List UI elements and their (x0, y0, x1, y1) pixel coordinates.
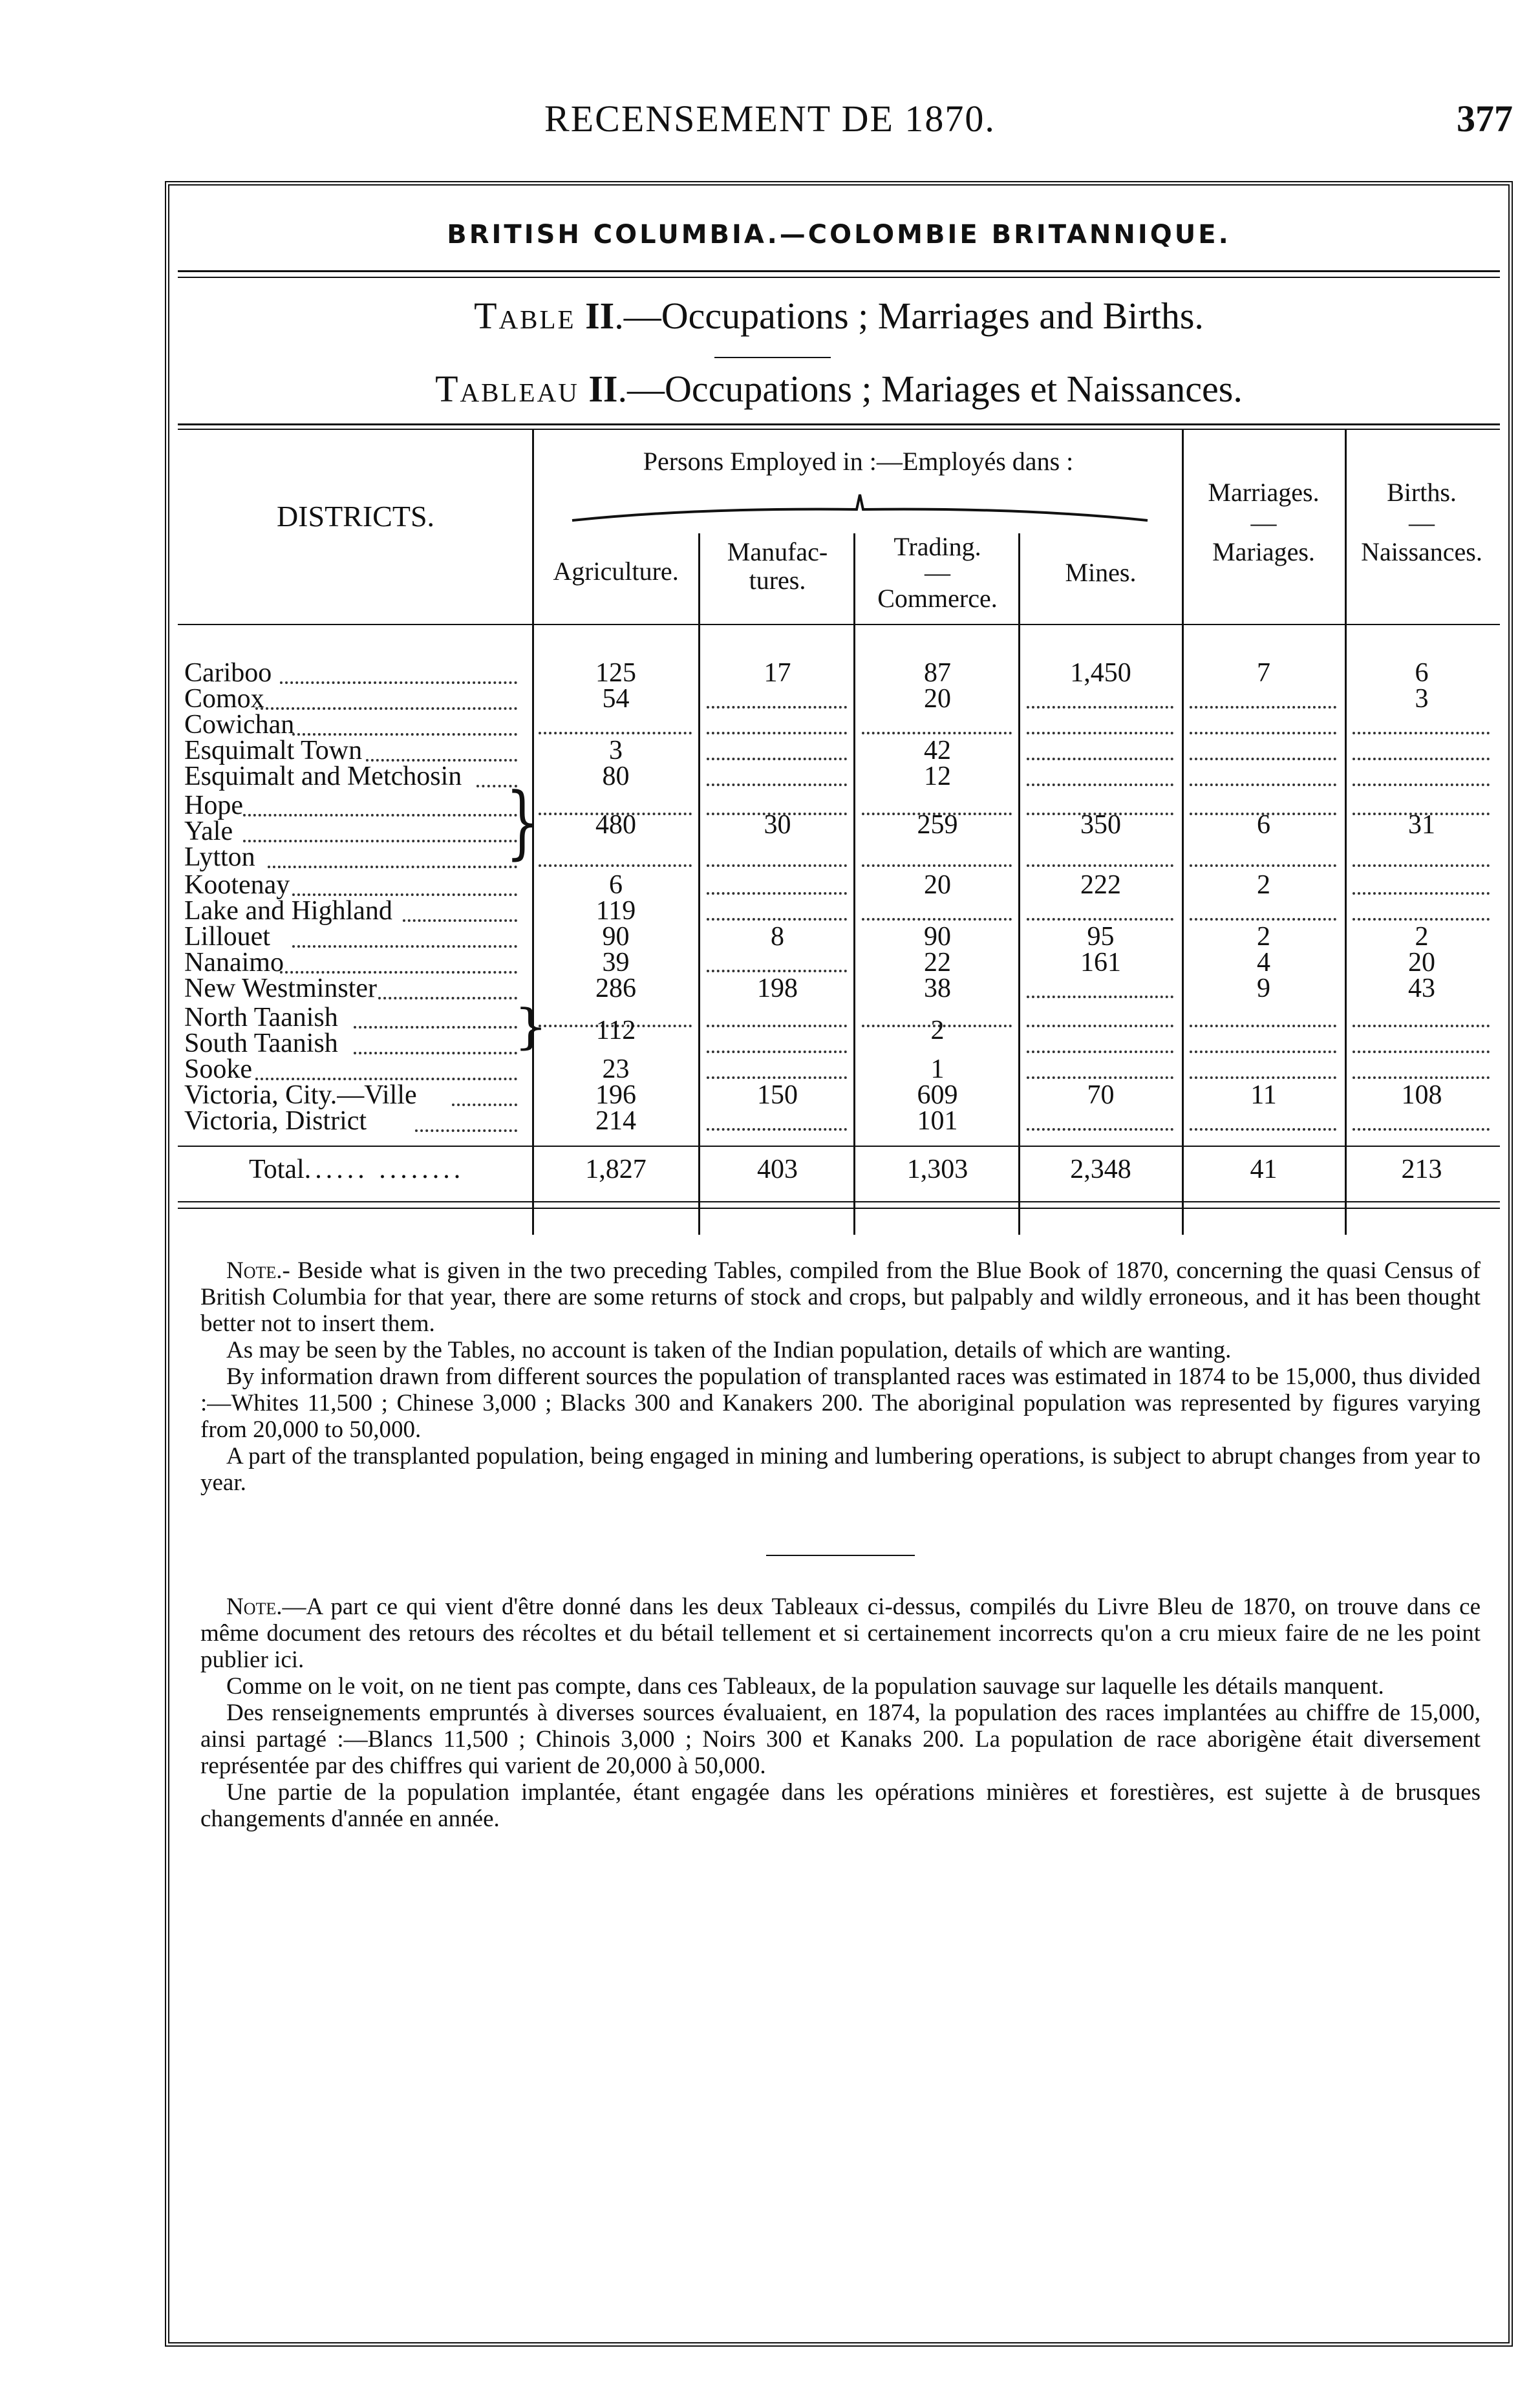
header-manufactures: Manufac-tures. (727, 537, 828, 595)
empty-cell-dots (1353, 1025, 1490, 1027)
total-mines: 2,348 (1070, 1155, 1131, 1184)
group-brace: } (514, 999, 548, 1055)
cell-agriculture: 480 (595, 810, 636, 840)
district-name: Nanaimo (184, 948, 284, 977)
note-en-p4: A part of the transplanted population, being engaged in mining and lumbering operations, is subject to abrupt changes from year to year. (200, 1443, 1481, 1496)
column-rule (1345, 430, 1347, 1235)
note-en-p1-text: - Beside what is given in the two preceding Tables, compiled from the Blue Book of 1870, concerning the quasi Census of British Columbia for that year, there are some returns of stock and crops, but palpably and wildly erroneous, and it has been thought better not to insert them. (200, 1257, 1481, 1337)
cell-trading: 20 (924, 684, 951, 714)
cell-trading: 101 (917, 1106, 958, 1136)
empty-cell-dots (1027, 784, 1173, 786)
empty-cell-dots (1027, 918, 1173, 921)
empty-cell-dots (1353, 892, 1490, 895)
cell-trading: 12 (924, 762, 951, 791)
header-commerce: Commerce. (877, 584, 998, 613)
empty-cell-dots (1353, 784, 1490, 786)
running-head (0, 97, 1540, 155)
empty-cell-dots (1027, 732, 1173, 734)
cell-manufactures: 198 (757, 974, 798, 1003)
running-title: RECENSEMENT DE 1870. (544, 98, 996, 140)
empty-cell-dots (1027, 1128, 1173, 1131)
dot-leader (415, 1129, 517, 1132)
cell-mines: 70 (1087, 1080, 1115, 1110)
district-name: Lake and Highland (184, 896, 392, 926)
note-fr (200, 1594, 1481, 1832)
district-name: North Taanish (184, 1003, 338, 1032)
empty-cell-dots (1027, 864, 1173, 867)
empty-cell-dots (1353, 1051, 1490, 1053)
empty-cell-dots (1353, 758, 1490, 760)
header-bottom-rule (178, 624, 1500, 625)
empty-cell-dots (707, 864, 847, 867)
note-en-p1 (200, 1257, 1481, 1337)
total-agriculture: 1,827 (585, 1155, 647, 1184)
table-title-fr-prefix: Tableau (435, 368, 579, 410)
note-separator (766, 1555, 915, 1556)
empty-cell-dots (1190, 1051, 1336, 1053)
header-births: Births. (1387, 478, 1457, 507)
empty-cell-dots (1027, 1076, 1173, 1079)
empty-cell-dots (1190, 784, 1336, 786)
district-name: Lytton (184, 842, 255, 872)
table-title-fr-number: II (588, 368, 618, 410)
divider (178, 270, 1500, 272)
header-agriculture: Agriculture. (553, 557, 679, 586)
empty-cell-dots (707, 1128, 847, 1131)
empty-cell-dots (1190, 732, 1336, 734)
empty-cell-dots (707, 892, 847, 895)
empty-cell-dots (1353, 918, 1490, 921)
note-fr-p2: Comme on le voit, on ne tient pas compte, dans ces Tableaux, de la population sauvage sur laquelle les détails manquent. (226, 1673, 1384, 1700)
dot-leader (403, 919, 517, 922)
district-name: Lillouet (184, 922, 270, 952)
empty-cell-dots (707, 1076, 847, 1079)
empty-cell-dots (1190, 1025, 1336, 1027)
total-label: Total...... ........ (249, 1155, 465, 1184)
empty-cell-dots (707, 758, 847, 760)
note-fr-p1 (200, 1594, 1481, 1673)
dot-leader (354, 1052, 517, 1054)
cell-trading: 20 (924, 870, 951, 900)
note-en-p2: As may be seen by the Tables, no account is taken of the Indian population, details of which are wanting. (226, 1337, 1232, 1363)
table-title-en-rest: .—Occupations ; Marriages and Births. (614, 295, 1204, 337)
cell-trading: 259 (917, 810, 958, 840)
district-name: Esquimalt and Metchosin (184, 762, 462, 791)
note-fr-p3: Des renseignements empruntés à diverses sources évaluaient, en 1874, la population des races implantées au chiffre de 15,000, ainsi partagé :—Blancs 11,500 ; Chinois 3,000 ; Noirs 300 et Kanaks 200. La population de race aborigène était diversement représentée par des chiffres qui varient de 20,000 à 50,000. (200, 1700, 1481, 1779)
district-name: Kootenay (184, 870, 290, 900)
district-name: Cowichan (184, 710, 295, 740)
header-trading: Trading. (893, 532, 981, 561)
cell-trading: 87 (924, 658, 951, 688)
cell-agriculture: 6 (609, 870, 623, 900)
header-brace (569, 491, 1151, 524)
cell-agriculture: 119 (595, 896, 636, 926)
column-rule (698, 533, 700, 1235)
cell-agriculture: 196 (595, 1080, 636, 1110)
cell-trading: 609 (917, 1080, 958, 1110)
cell-marriages: 7 (1257, 658, 1270, 688)
district-name: Victoria, City.—Ville (184, 1080, 417, 1110)
empty-cell-dots (707, 784, 847, 786)
empty-cell-dots (1353, 1076, 1490, 1079)
cell-agriculture: 214 (595, 1106, 636, 1136)
dot-leader (292, 945, 517, 948)
dot-leader (243, 814, 517, 816)
empty-cell-dots (539, 732, 692, 734)
note-fr-p4: Une partie de la population implantée, étant engagée dans les opérations minières et forestières, est sujette à de brusques changements d'année en année. (200, 1779, 1481, 1832)
cell-agriculture: 23 (602, 1054, 630, 1084)
cell-manufactures: 17 (764, 658, 791, 688)
empty-cell-dots (1353, 732, 1490, 734)
empty-cell-dots (1027, 706, 1173, 709)
cell-births: 2 (1415, 922, 1429, 952)
table-title-en-number: II (585, 295, 615, 337)
cell-trading: 1 (930, 1054, 945, 1084)
empty-cell-dots (707, 706, 847, 709)
empty-cell-dots (1190, 758, 1336, 760)
note-fr-lead: Note. (226, 1594, 283, 1620)
header-mines: Mines. (1065, 558, 1137, 587)
note-en-lead: Note. (226, 1257, 283, 1284)
header-marriages-dash: — (1250, 508, 1277, 537)
cell-agriculture: 39 (602, 948, 630, 977)
district-name: South Taanish (184, 1029, 338, 1058)
dot-leader (280, 681, 517, 684)
header-trading-dash: — (925, 558, 950, 587)
empty-cell-dots (539, 864, 692, 867)
cell-agriculture: 90 (602, 922, 630, 952)
note-en-p3: By information drawn from different sources the population of transplanted races was estimated in 1874 to be 15,000, thus divided :—Whites 11,500 ; Chinese 3,000 ; Blacks 300 and Kanakers 200. The aboriginal population was represented by figures varying from 20,000 to 50,000. (200, 1363, 1481, 1443)
cell-births: 31 (1408, 810, 1435, 840)
total-marriages: 41 (1250, 1155, 1278, 1184)
cell-marriages: 11 (1250, 1080, 1277, 1110)
total-manufactures: 403 (757, 1155, 798, 1184)
empty-cell-dots (1190, 918, 1336, 921)
empty-cell-dots (1027, 1025, 1173, 1027)
cell-agriculture: 54 (602, 684, 630, 714)
empty-cell-dots (707, 732, 847, 734)
short-rule (714, 357, 831, 358)
empty-cell-dots (862, 732, 1012, 734)
cell-manufactures: 8 (771, 922, 784, 952)
dot-leader (268, 866, 517, 868)
district-name: Sooke (184, 1054, 252, 1084)
empty-cell-dots (1190, 1128, 1336, 1131)
table-title-fr (178, 367, 1500, 411)
table-title-en-prefix: Table (474, 295, 576, 337)
group-brace: } (506, 776, 540, 869)
total-top-rule (178, 1146, 1500, 1147)
header-districts: DISTRICTS. (276, 500, 435, 533)
table-top-rule (178, 429, 1500, 430)
cell-manufactures: 30 (764, 810, 791, 840)
cell-births: 6 (1415, 658, 1429, 688)
total-births: 213 (1401, 1155, 1442, 1184)
cell-births: 108 (1401, 1080, 1442, 1110)
dot-leader (354, 1026, 517, 1029)
header-mariages: Mariages. (1212, 537, 1315, 566)
cell-trading: 22 (924, 948, 951, 977)
dot-leader (243, 840, 517, 842)
page-number: 377 (1457, 98, 1513, 140)
empty-cell-dots (862, 864, 1012, 867)
cell-trading: 90 (924, 922, 951, 952)
cell-births: 43 (1408, 974, 1435, 1003)
district-name: New Westminster (184, 974, 377, 1003)
cell-agriculture: 286 (595, 974, 636, 1003)
column-rule (1018, 533, 1020, 1235)
empty-cell-dots (1190, 1076, 1336, 1079)
cell-agriculture: 125 (595, 658, 636, 688)
empty-cell-dots (707, 1051, 847, 1053)
table-title-en (178, 294, 1500, 337)
empty-cell-dots (707, 970, 847, 972)
empty-cell-dots (707, 1025, 847, 1027)
district-name: Esquimalt Town (184, 736, 363, 765)
cell-mines: 161 (1080, 948, 1121, 977)
dot-leader (378, 997, 517, 999)
note-fr-p1-text: —A part ce qui vient d'être donné dans les deux Tableaux ci-dessus, compilés du Livre Bleu de 1870, on trouve dans ce même document des retours des récoltes et du bétail tellement et si certainement incorrects qu'on a cru mieux faire de ne les point publier ici. (200, 1594, 1481, 1673)
cell-marriages: 2 (1257, 922, 1270, 952)
table-bottom-rule (178, 1201, 1500, 1202)
empty-cell-dots (1027, 758, 1173, 760)
cell-births: 20 (1408, 948, 1435, 977)
cell-marriages: 6 (1257, 810, 1270, 840)
dot-leader (255, 707, 517, 710)
table-bottom-rule (178, 1208, 1500, 1209)
empty-cell-dots (1190, 706, 1336, 709)
cell-mines: 350 (1080, 810, 1121, 840)
total-label-text: Total (249, 1155, 305, 1184)
header-births-dash: — (1409, 508, 1435, 537)
district-name: Yale (184, 816, 233, 846)
district-name: Victoria, District (184, 1106, 367, 1136)
cell-mines: 1,450 (1070, 658, 1131, 688)
cell-agriculture: 80 (602, 762, 630, 791)
table-top-rule (178, 423, 1500, 425)
cell-marriages: 2 (1257, 870, 1270, 900)
empty-cell-dots (1027, 996, 1173, 998)
cell-mines: 95 (1087, 922, 1115, 952)
cell-trading: 2 (930, 1016, 945, 1045)
cell-marriages: 9 (1257, 974, 1270, 1003)
cell-marriages: 4 (1257, 948, 1270, 977)
empty-cell-dots (1353, 1128, 1490, 1131)
cell-agriculture: 112 (595, 1016, 636, 1045)
district-name: Cariboo (184, 658, 272, 688)
column-rule (853, 533, 855, 1235)
cell-trading: 42 (924, 736, 951, 765)
note-en (200, 1257, 1481, 1496)
total-trading: 1,303 (906, 1155, 968, 1184)
cell-agriculture: 3 (609, 736, 623, 765)
empty-cell-dots (1353, 864, 1490, 867)
column-rule (1182, 430, 1184, 1235)
empty-cell-dots (1190, 864, 1336, 867)
cell-mines: 222 (1080, 870, 1121, 900)
cell-trading: 38 (924, 974, 951, 1003)
header-persons-employed: Persons Employed in :—Employés dans : (643, 447, 1074, 476)
empty-cell-dots (707, 918, 847, 921)
empty-cell-dots (862, 918, 1012, 921)
divider (178, 277, 1500, 278)
cell-births: 3 (1415, 684, 1429, 714)
cell-manufactures: 150 (757, 1080, 798, 1110)
province-heading: BRITISH COLUMBIA.—COLOMBIE BRITANNIQUE. (447, 220, 1231, 250)
header-marriages: Marriages. (1208, 478, 1320, 507)
table-title-fr-rest: .—Occupations ; Mariages et Naissances. (617, 368, 1243, 410)
header-naissances: Naissances. (1361, 537, 1482, 566)
empty-cell-dots (1027, 1051, 1173, 1053)
district-name: Comox (184, 684, 264, 714)
dot-leader (452, 1104, 517, 1106)
district-name: Hope (184, 791, 243, 820)
